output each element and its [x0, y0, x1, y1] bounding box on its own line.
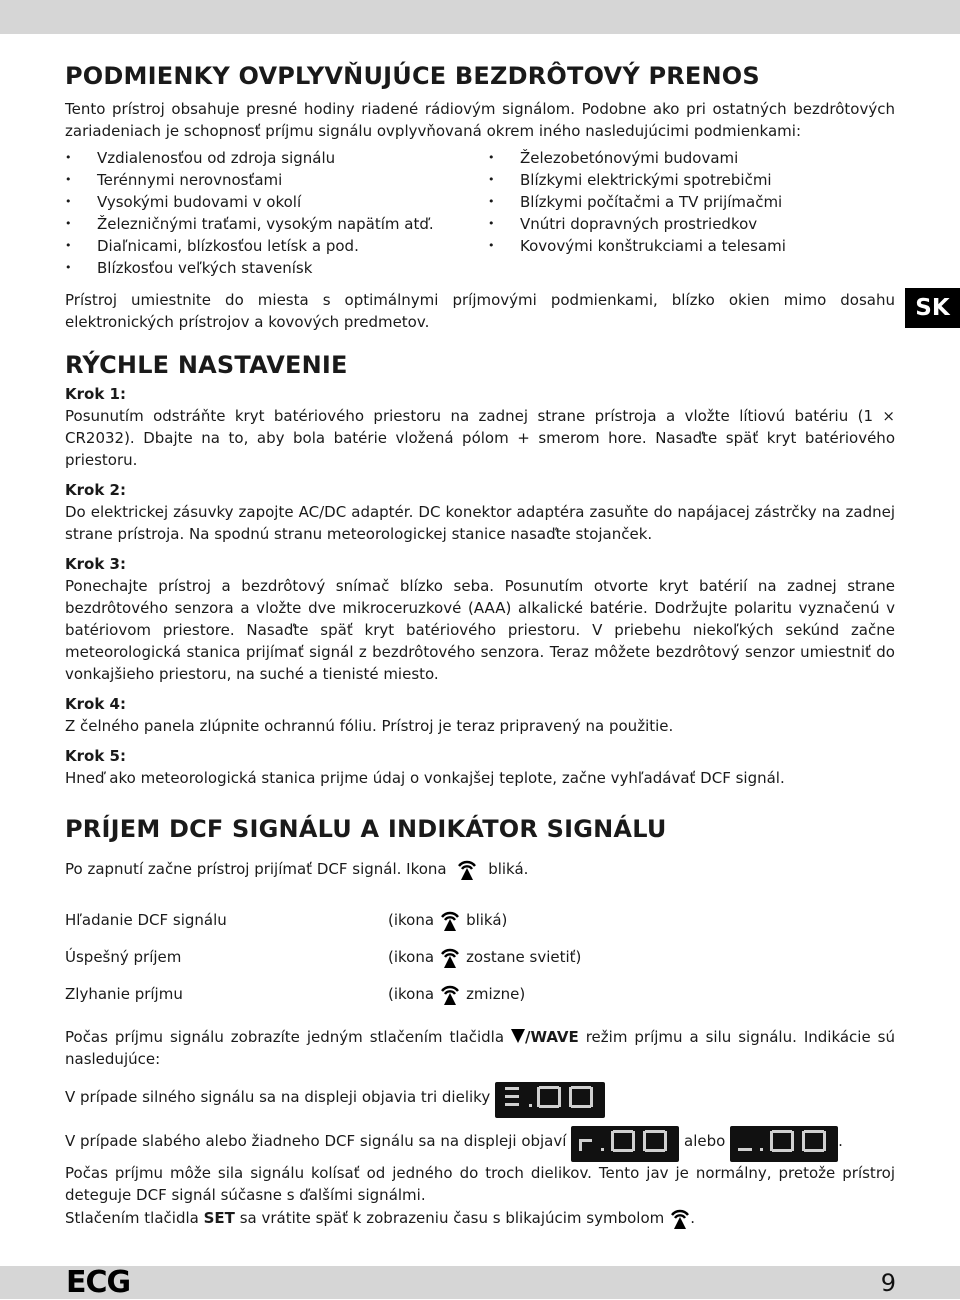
list-item: • Železničnými traťami, vysokým napätím atď. — [65, 213, 488, 235]
dcf-antenna-icon — [436, 945, 464, 969]
status-suffix: bliká) — [466, 910, 508, 929]
list-item: • Terénnymi nerovnosťami — [65, 169, 488, 191]
section-title-conditions: PODMIENKY OVPLYVŇUJÚCE BEZDRÔTOVÝ PRENOS — [65, 62, 760, 90]
dcf-antenna-icon — [436, 908, 464, 932]
weak-signal-or: alebo — [684, 1132, 726, 1150]
list-item: • Kovovými konštrukciami a telesami — [488, 235, 786, 257]
status-prefix: (ikona — [388, 910, 435, 929]
set-text-after: sa vrátite späť k zobrazeniu času s blikajúcim symbolom — [239, 1209, 665, 1227]
list-item: • Blízkymi počítačmi a TV prijímačmi — [488, 191, 786, 213]
list-item: • Blízkymi elektrickými spotrebičmi — [488, 169, 786, 191]
section-title-quick-setup: RÝCHLE NASTAVENIE — [65, 351, 348, 379]
conditions-left — [65, 147, 488, 279]
weak-signal-text: V prípade slabého alebo žiadneho DCF signálu sa na displeji objaví — [65, 1132, 567, 1150]
fluctuation-paragraph: Počas príjmu môže sila signálu kolísať od jedného do troch dielikov. Tento jav je normálny, pretože prístroj deteguje DCF signál súčasne s ďalšími signálmi. — [65, 1164, 895, 1204]
dcf-intro — [65, 857, 895, 881]
list-item: • Železobetónovými budovami — [488, 147, 786, 169]
list-item: • Vzdialenosťou od zdroja signálu — [65, 147, 488, 169]
wave-text-after: režim príjmu a silu signálu. Indikácie sú nasledujúce: — [65, 1028, 895, 1068]
status-row — [65, 975, 895, 1012]
step-label: Krok 5: — [65, 747, 126, 765]
conditions-right — [488, 147, 786, 279]
dcf-intro-suffix: bliká. — [488, 860, 529, 878]
strong-signal-line — [65, 1082, 895, 1118]
intro-paragraph: Tento prístroj obsahuje presné hodiny riadené rádiovým signálom. Podobne ako pri ostatných bezdrôtových zariadeniach je schopnosť príjmu signálu ovplyvňovaná okrem iného nasledujúcimi podmienkami: — [65, 100, 895, 140]
list-item: • Blízkosťou veľkých stavenísk — [65, 257, 488, 279]
step-text: Hneď ako meteorologická stanica prijme údaj o vonkajšej teplote, začne vyhľadávať DCF signál. — [65, 769, 785, 787]
step-text: Posunutím odstráňte kryt batériového priestoru na zadnej strane prístroja a vložte lítiovú batériu (1 × CR2032). Dbajte na to, aby bola batérie vložená pólom + smerom hore. Nasaďte späť kryt batériového priestoru. — [65, 407, 895, 469]
step-label: Krok 1: — [65, 385, 126, 403]
status-state: Hľadanie DCF signálu — [65, 910, 227, 929]
status-row — [65, 901, 895, 938]
lcd-weak-icon — [571, 1126, 679, 1162]
status-state: Úspešný príjem — [65, 947, 182, 966]
strong-signal-text: V prípade silného signálu sa na displeji objavia tri dieliky — [65, 1088, 491, 1106]
step-label: Krok 2: — [65, 481, 126, 499]
footer-bar — [0, 1266, 960, 1299]
step-text: Z čelného panela zlúpnite ochrannú fóliu. Prístroj je teraz pripravený na použitie. — [65, 717, 674, 735]
set-button-label: SET — [203, 1209, 235, 1227]
dcf-intro-text: Po zapnutí začne prístroj prijímať DCF signál. Ikona — [65, 860, 447, 878]
page-content — [65, 58, 895, 1230]
wave-button-label: /WAVE — [524, 1028, 579, 1046]
status-state: Zlyhanie príjmu — [65, 984, 183, 1003]
wave-paragraph — [65, 1026, 895, 1070]
wave-text: Počas príjmu signálu zobrazíte jedným stlačením tlačidla — [65, 1028, 505, 1046]
step-label: Krok 4: — [65, 695, 126, 713]
list-item: • Vnútri dopravných prostriedkov — [488, 213, 786, 235]
lcd-three-bars-icon — [495, 1082, 605, 1118]
status-suffix: zmizne) — [466, 984, 526, 1003]
header-bar — [0, 0, 960, 34]
step-text: Do elektrickej zásuvky zapojte AC/DC adaptér. DC konektor adaptéra zasuňte do napájacej zástrčky na zadnej strane prístroja. Na spodnú stranu meteorologickej stanice nasaďte stojanček. — [65, 503, 895, 543]
list-item: • Diaľnicami, blízkosťou letísk a pod. — [65, 235, 488, 257]
page-number: 9 — [880, 1269, 896, 1297]
weak-signal-end: . — [838, 1132, 843, 1150]
lcd-no-signal-icon — [730, 1126, 838, 1162]
step-label: Krok 3: — [65, 555, 126, 573]
set-paragraph — [65, 1206, 895, 1230]
language-tab: SK — [905, 288, 960, 328]
step-text: Ponechajte prístroj a bezdrôtový snímač blízko seba. Posunutím otvorte kryt batérií na zadnej strane bezdrôtového senzora a vložte dve mikroceruzkové (AAA) alkalické batérie. Dodržujte polaritu vyznačenú v batériovom priestore. Nasaďte späť kryt batériového priestoru. V priebehu niekoľkých sekúnd začne meteorologická stanica prijímať signál z bezdrôtového senzora. Teraz môžete bezdrôtový senzor umiestniť do vonkajšieho priestoru, na suché a tienisté miesto. — [65, 577, 895, 683]
dcf-antenna-icon — [666, 1206, 688, 1230]
list-item: • Vysokými budovami v okolí — [65, 191, 488, 213]
status-prefix: (ikona — [388, 947, 435, 966]
conditions-list — [65, 147, 895, 279]
set-end: . — [690, 1209, 696, 1227]
brand-logo: ECG — [66, 1265, 131, 1300]
down-arrow-icon — [511, 1029, 525, 1043]
status-row — [65, 938, 895, 975]
section-title-dcf: PRÍJEM DCF SIGNÁLU A INDIKÁTOR SIGNÁLU — [65, 815, 667, 843]
status-prefix: (ikona — [388, 984, 435, 1003]
dcf-antenna-icon — [453, 857, 481, 881]
status-suffix: zostane svietiť) — [466, 947, 582, 966]
placement-paragraph: Prístroj umiestnite do miesta s optimálnymi príjmovými podmienkami, blízko okien mimo dosahu elektronických prístrojov a kovových predmetov. — [65, 291, 895, 331]
dcf-antenna-icon — [436, 982, 464, 1006]
weak-signal-line — [65, 1126, 895, 1162]
set-text: Stlačením tlačidla — [65, 1209, 199, 1227]
status-table — [65, 901, 895, 1012]
